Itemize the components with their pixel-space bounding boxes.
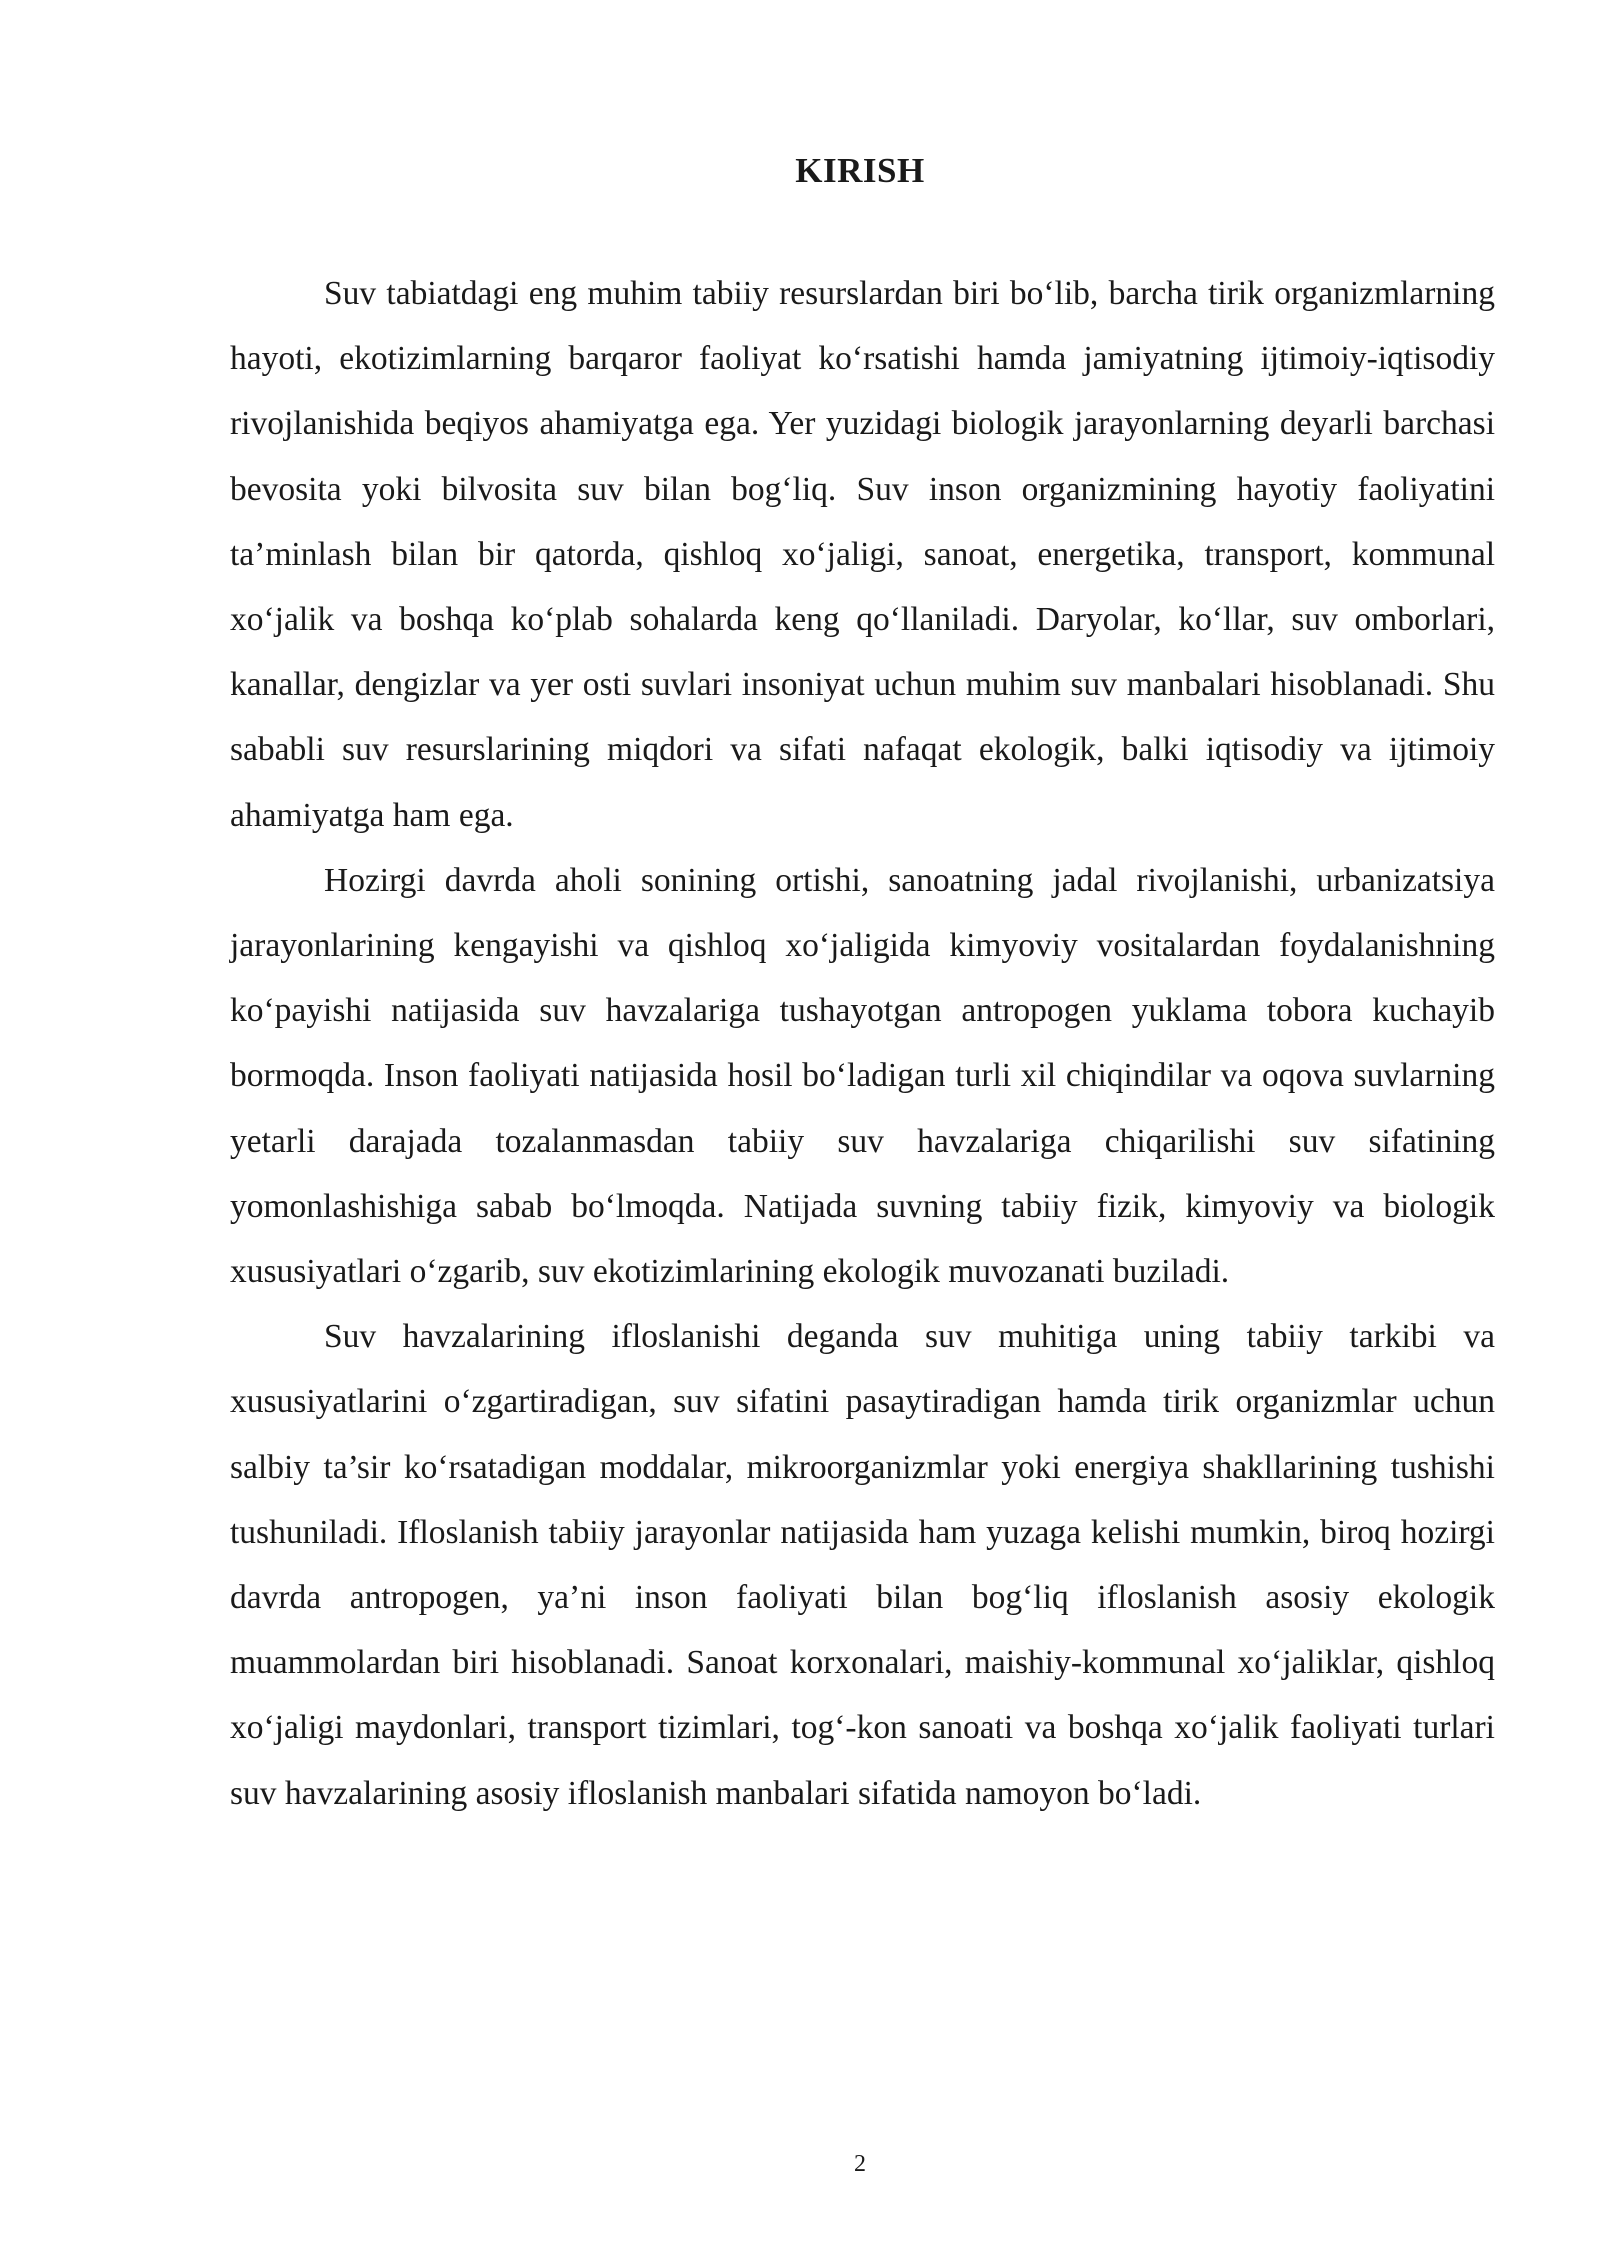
paragraph-3: Suv havzalarining ifloslanishi deganda suv muhitiga uning tabiiy tarkibi va xususiyatlarini o‘zgartiradigan, suv sifatini pasaytiradigan hamda tirik organizmlar uchun salbiy ta’sir ko‘rsatadigan moddalar, mikroorganizmlar yoki energiya shakllarining tushishi tushuniladi. Ifloslanish tabiiy jarayonlar natijasida ham yuzaga kelishi mumkin, biroq hozirgi davrda antropogen, ya’ni inson faoliyati bilan bog‘liq ifloslanish asosiy ekologik muammolardan biri hisoblanadi. Sanoat korxonalari, maishiy-kommunal xo‘jaliklar, qishloq xo‘jaligi maydonlari, transport tizimlari, tog‘-kon sanoati va boshqa xo‘jalik faoliyati turlari suv havzalarining asosiy ifloslanish manbalari sifatida namoyon bo‘ladi.: [230, 1318, 1495, 1812]
body-text: [230, 261, 1495, 1826]
paragraph-1: Suv tabiatdagi eng muhim tabiiy resurslardan biri bo‘lib, barcha tirik organizmlarning hayoti, ekotizimlarning barqaror faoliyat ko‘rsatishi hamda jamiyatning ijtimoiy-iqtisodiy rivojlanishida beqiyos ahamiyatga ega. Yer yuzidagi biologik jarayonlarning deyarli barchasi bevosita yoki bilvosita suv bilan bog‘liq. Suv inson organizmining hayotiy faoliyatini ta’minlash bilan bir qatorda, qishloq xo‘jaligi, sanoat, energetika, transport, kommunal xo‘jalik va boshqa ko‘plab sohalarda keng qo‘llaniladi. Daryolar, ko‘llar, suv omborlari, kanallar, dengizlar va yer osti suvlari insoniyat uchun muhim suv manbalari hisoblanadi. Shu sababli suv resurslarining miqdori va sifati nafaqat ekologik, balki iqtisodiy va ijtimoiy ahamiyatga ham ega.: [230, 275, 1495, 834]
page-number: 2: [854, 2151, 866, 2177]
section-heading: KIRISH: [795, 151, 925, 190]
paragraph-2: Hozirgi davrda aholi sonining ortishi, sanoatning jadal rivojlanishi, urbanizatsiya jarayonlarining kengayishi va qishloq xo‘jaligida kimyoviy vositalardan foydalanishning ko‘payishi natijasida suv havzalariga tushayotgan antropogen yuklama tobora kuchayib bormoqda. Inson faoliyati natijasida hosil bo‘ladigan turli xil chiqindilar va oqova suvlarning yetarli darajada tozalanmasdan tabiiy suv havzalariga chiqarilishi suv sifatining yomonlashishiga sabab bo‘lmoqda. Natijada suvning tabiiy fizik, kimyoviy va biologik xususiyatlari o‘zgarib, suv ekotizimlarining ekologik muvozanati buziladi.: [230, 861, 1495, 1291]
